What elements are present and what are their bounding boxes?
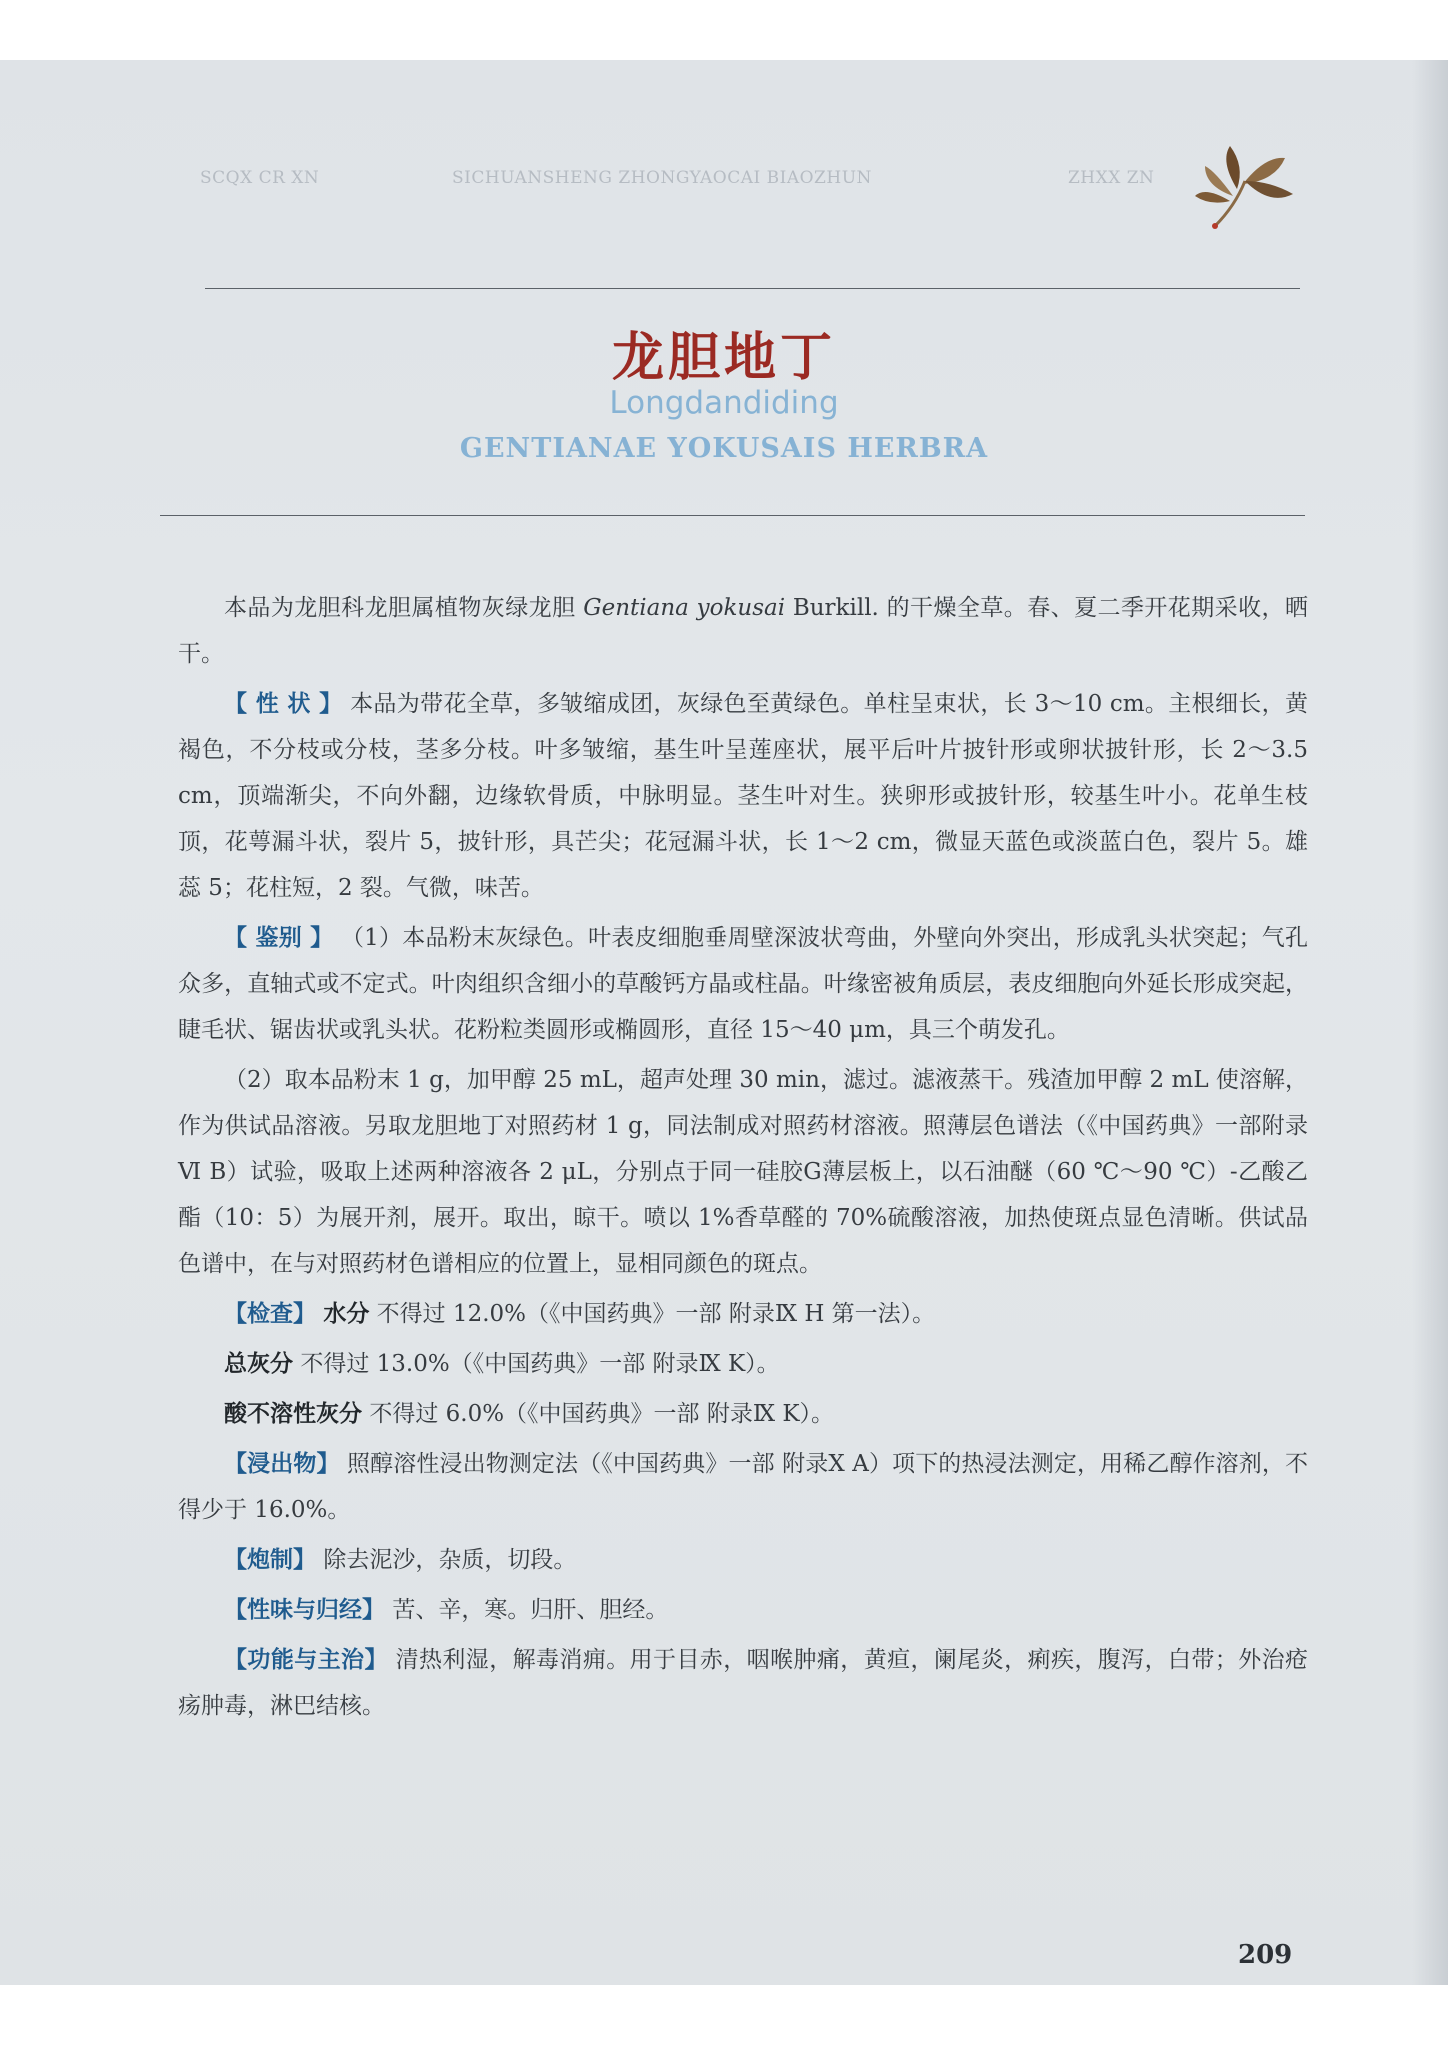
intro-text-2: Burkill. 的干燥全草。春、夏二季开花期采收，晒干。 xyxy=(178,595,1308,667)
section-tag-jiancha: 【检查】 xyxy=(224,1301,316,1327)
section-xingwei xyxy=(178,1587,1308,1633)
page-number: 209 xyxy=(1238,1940,1293,1970)
section-text-jianbie-2: （2）取本品粉末 1 g，加甲醇 25 mL，超声处理 30 min，滤过。滤液蒸干。残渣加甲醇 2 mL 使溶解，作为供试品溶液。另取龙胆地丁对照药材 1 g，同法制成对照药材溶液。照薄层色谱法（《中国药典》一部附录Ⅵ B）试验，吸取上述两种溶液各 2 μL，分别点于同一硅胶G薄层板上，以石油醚（60 ℃～90 ℃）-乙酸乙酯（10：5）为展开剂，展开。取出，晾干。喷以 1%香草醛的 70%硫酸溶液，加热使斑点显色清晰。供试品色谱中，在与对照药材色谱相应的位置上，显相同颜色的斑点。 xyxy=(178,1067,1308,1277)
leaf-branch-icon xyxy=(1175,126,1300,236)
section-tag-xingzhuang: 【 性 状 】 xyxy=(224,691,343,717)
monograph-body xyxy=(178,585,1308,1733)
section-jiancha-ash xyxy=(178,1341,1308,1387)
section-text-xingzhuang: 本品为带花全草，多皱缩成团，灰绿色至黄绿色。单柱呈束状，长 3～10 cm。主根细长，黄褐色，不分枝或分枝，茎多分枝。叶多皱缩，基生叶呈莲座状，展平后叶片披针形或卵状披针形，长 2～3.5 cm，顶端渐尖，不向外翻，边缘软骨质，中脉明显。茎生叶对生。狭卵形或披针形，较基生叶小。花单生枝顶，花萼漏斗状，裂片 5，披针形，具芒尖；花冠漏斗状，长 1～2 cm，微显天蓝色或淡蓝白色，裂片 5。雄蕊 5；花柱短，2 裂。气微，味苦。 xyxy=(178,691,1308,901)
section-text-xingwei: 苦、辛，寒。归肝、胆经。 xyxy=(392,1597,669,1623)
section-tag-paozhi: 【炮制】 xyxy=(224,1547,316,1573)
page-title: 龙胆地丁 xyxy=(611,327,836,388)
section-text-jianbie-1: （1）本品粉末灰绿色。叶表皮细胞垂周壁深波状弯曲，外壁向外突出，形成乳头状突起；气孔众多，直轴式或不定式。叶肉组织含细小的草酸钙方晶或柱晶。叶缘密被角质层，表皮细胞向外延长形成突起，睫毛状、锯齿状或乳头状。花粉粒类圆形或椭圆形，直径 15～40 μm，具三个萌发孔。 xyxy=(178,925,1309,1043)
section-jinchuwu xyxy=(178,1441,1308,1533)
section-tag-xingwei: 【性味与归经】 xyxy=(224,1597,385,1623)
running-header-left: SCQX CR XN xyxy=(200,168,320,188)
running-header-right: ZHXX ZN xyxy=(1068,168,1155,188)
section-jianbie-2 xyxy=(178,1057,1308,1287)
section-text-gongneng: 清热利湿，解毒消痈。用于目赤，咽喉肿痛，黄疸，阑尾炎，痢疾，腹泻，白带；外治疮疡肿毒，淋巴结核。 xyxy=(178,1647,1308,1719)
section-paozhi xyxy=(178,1537,1308,1583)
section-xingzhuang xyxy=(178,681,1308,911)
section-jiancha-water xyxy=(178,1291,1308,1337)
section-text-jinchuwu: 照醇溶性浸出物测定法（《中国药典》一部 附录Ⅹ A）项下的热浸法测定，用稀乙醇作溶剂，不得少于 16.0%。 xyxy=(178,1451,1309,1523)
ash-label: 总灰分 xyxy=(224,1351,293,1377)
intro-text-1: 本品为龙胆科龙胆属植物灰绿龙胆 xyxy=(224,595,584,621)
book-page xyxy=(0,60,1448,1985)
section-jianbie-1 xyxy=(178,915,1308,1053)
section-tag-gongneng: 【功能与主治】 xyxy=(224,1647,388,1673)
water-label: 水分 xyxy=(323,1301,370,1327)
section-gongneng xyxy=(178,1637,1308,1729)
top-divider xyxy=(205,288,1300,289)
section-tag-jinchuwu: 【浸出物】 xyxy=(224,1451,340,1477)
acid-ash-text: 不得过 6.0%（《中国药典》一部 附录Ⅸ K）。 xyxy=(369,1401,835,1427)
title-divider xyxy=(160,515,1305,516)
section-jiancha-acid xyxy=(178,1391,1308,1437)
section-text-paozhi: 除去泥沙，杂质，切段。 xyxy=(323,1547,577,1573)
water-text: 不得过 12.0%（《中国药典》一部 附录Ⅸ H 第一法）。 xyxy=(376,1301,936,1327)
title-latin: GENTIANAE YOKUSAIS HERBRA xyxy=(459,433,989,464)
section-tag-jianbie: 【 鉴别 】 xyxy=(224,925,334,951)
running-header-center: SICHUANSHENG ZHONGYAOCAI BIAOZHUN xyxy=(452,168,872,188)
title-pinyin: Longdandiding xyxy=(609,385,839,421)
acid-ash-label: 酸不溶性灰分 xyxy=(224,1401,362,1427)
intro-latin-name: Gentiana yokusai xyxy=(583,595,786,621)
ash-text: 不得过 13.0%（《中国药典》一部 附录Ⅸ K）。 xyxy=(300,1351,780,1377)
intro-paragraph xyxy=(178,585,1308,677)
